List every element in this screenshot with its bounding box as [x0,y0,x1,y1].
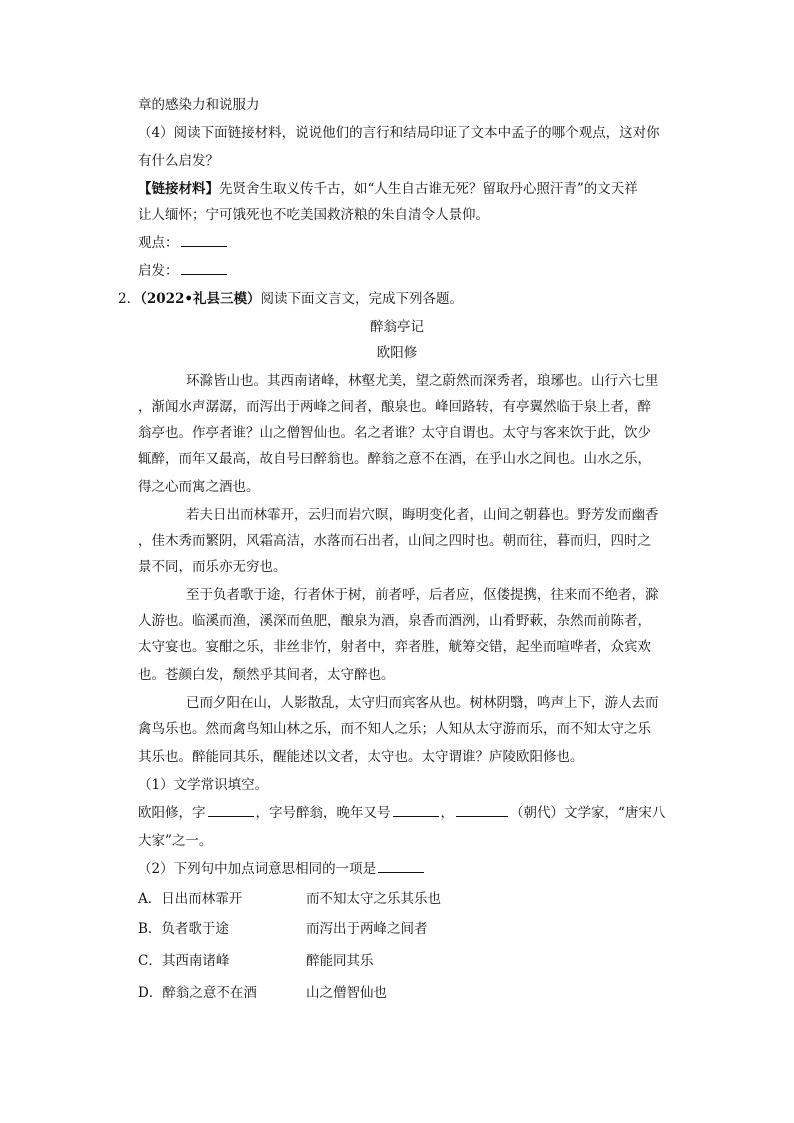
p3-line1: 至于负者歌于途，行者休于树，前者呼，后者应，伛偻提携，往来而不绝者，滁 [186,587,659,603]
passage-title: 醉翁亭记 [370,319,424,335]
q4-prompt-line1: （4）阅读下面链接材料，说说他们的言行和结局印证了文本中孟子的哪个观点，这对你 [138,125,660,141]
link-material-text1: 先贤舍生取义传千古，如“人生自古谁无死？留取丹心照汗青”的文天祥 [219,181,638,197]
sub2-title: （2）下列句中加点词意思相同的一项是 [138,861,377,877]
p1-line2: ，渐闻水声潺潺，而泻出于两峰之间者，酿泉也。峰回路转，有亭翼然临于泉上者，醉 [138,399,651,415]
option-b-right: 而泻出于两峰之间者 [306,921,428,937]
sub1-text-b: ，字号醉翁，晚年又号 [255,805,391,821]
passage-author: 欧阳修 [376,345,418,361]
p4-line2: 禽鸟乐也。然而禽鸟知山林之乐，而不知人之乐；人知从太守游而乐，而不知太守之乐 [138,721,651,737]
viewpoint-label: 观点： [138,235,179,251]
sub2-answer-blank[interactable] [378,860,424,873]
q2-source: （2022•礼县三模） [140,291,261,307]
p2-line1: 若夫日出而林霏开，云归而岩穴暝，晦明变化者，山间之朝暮也。野芳发而幽香 [186,507,659,523]
p1-line1: 环滁皆山也。其西南诸峰，林壑尤美，望之蔚然而深秀者，琅琊也。山行六七里 [186,373,659,389]
sub1-text-a: 欧阳修，字 [138,805,206,821]
p1-line5: 得之心而寓之酒也。 [138,479,260,495]
late-alias-blank[interactable] [393,804,439,817]
sub1-fill-line [138,804,665,822]
p4-line3: 其乐也。醉能同其乐，醒能述以文者，太守也。太守谓谁？庐陵欧阳修也。 [138,749,584,765]
p3-line3: 太守宴也。宴酣之乐，非丝非竹，射者中，弈者胜，觥筹交错，起坐而喧哗者，众宾欢 [138,639,651,655]
p2-line3: 景不同，而乐亦无穷也。 [138,559,287,575]
sub1-title: （1）文学常识填空。 [138,777,269,793]
p1-line4: 辄醉，而年又最高，故自号曰醉翁也。醉翁之意不在酒，在乎山水之间也。山水之乐， [138,451,651,467]
sub1-line2: 大家”之一。 [138,833,213,849]
option-a-left: A．日出而林霏开 [138,891,243,907]
p2-line2: ，佳木秀而繁阴，风霜高洁，水落而石出者，山间之四时也。朝而往，暮而归，四时之 [138,533,651,549]
option-a[interactable] [138,890,538,908]
q4-prompt-line2: 有什么启发？ [138,153,219,169]
viewpoint-blank[interactable] [181,234,227,247]
link-material-line2: 让人缅怀；宁可饿死也不吃美国救济粮的朱自清令人景仰。 [138,207,489,223]
p3-line2: 人游也。临溪而渔，溪深而鱼肥，酿泉为酒，泉香而酒洌，山肴野蔌，杂然而前陈者， [138,613,651,629]
p4-line1: 已而夕阳在山，人影散乱，太守归而宾客从也。树林阴翳，鸣声上下，游人去而 [186,695,659,711]
q2-instruction: 阅读下面文言文，完成下列各题。 [260,291,464,307]
sub2-title-row [138,860,426,878]
insight-label: 启发： [138,263,179,279]
option-a-right: 而不知太守之乐其乐也 [306,891,441,907]
viewpoint-row [138,234,229,252]
p3-line4: 也。苍颜白发，颓然乎其间者，太守醉也。 [138,667,395,683]
courtesy-name-blank[interactable] [208,804,254,817]
option-b-left: B．负者歌于途 [138,921,229,937]
link-material-label: 【链接材料】 [138,181,219,197]
option-d[interactable] [138,984,538,1002]
q2-header [118,290,463,308]
link-material-line1 [138,180,638,198]
insight-blank[interactable] [181,262,227,275]
sub1-text-d: （朝代）文学家，“唐宋八 [510,805,666,821]
insight-row [138,262,229,280]
option-d-left: D．醉翁之意不在酒 [138,985,257,1001]
q2-number: 2． [118,291,141,307]
continuation-text: 章的感染力和说服力 [138,97,260,113]
dynasty-blank[interactable] [456,804,508,817]
option-b[interactable] [138,920,538,938]
option-c-left: C．其西南诸峰 [138,953,230,969]
sub1-text-c: ， [440,805,454,821]
option-d-right: 山之僧智仙也 [306,985,387,1001]
option-c-right: 醉能同其乐 [306,953,374,969]
option-c[interactable] [138,952,538,970]
p1-line3: 翁亭也。作亭者谁？山之僧智仙也。名之者谁？太守自谓也。太守与客来饮于此，饮少 [138,425,651,441]
